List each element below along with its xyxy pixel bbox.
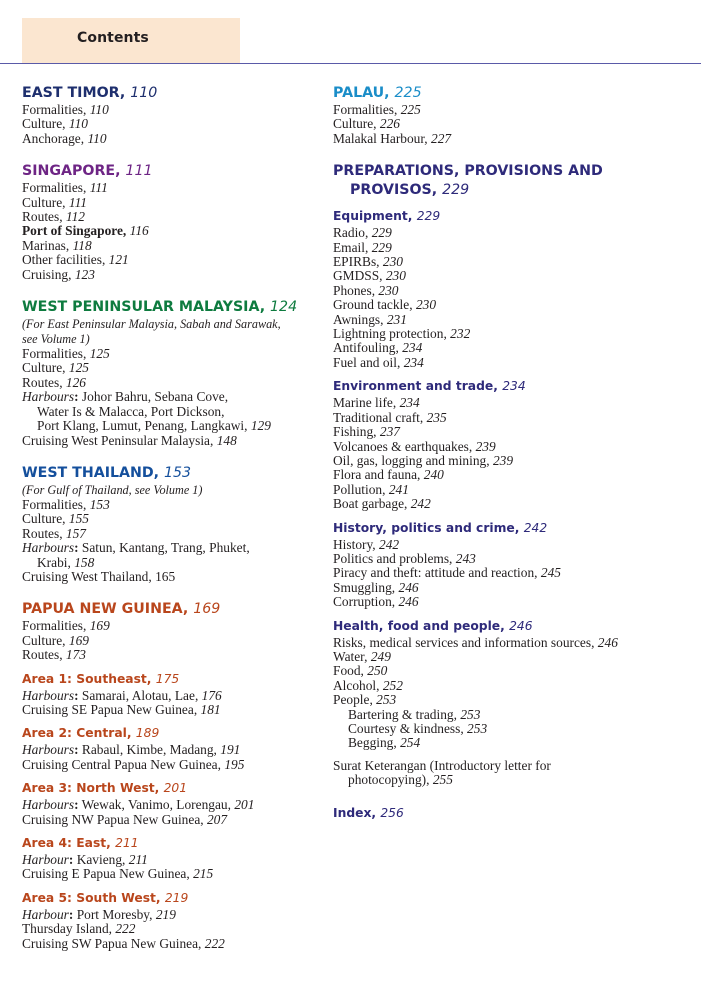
entry-page: 230 (385, 268, 406, 284)
toc-entry[interactable] (333, 255, 701, 269)
toc-entry[interactable] (333, 664, 701, 678)
section-west-malaysia (22, 298, 322, 448)
subsection-heading[interactable]: Equipment, 229 (333, 209, 441, 224)
entry-label: Ground tackle, (333, 297, 413, 313)
entry-page: 110 (87, 130, 107, 146)
entry-list (333, 226, 701, 370)
toc-entry[interactable] (333, 736, 701, 750)
toc-entry[interactable] (333, 356, 701, 370)
entry-page: 249 (370, 648, 391, 664)
entry-page: 241 (388, 481, 409, 497)
section-heading[interactable]: SINGAPORE, 111 (22, 163, 153, 180)
toc-entry[interactable] (333, 454, 701, 468)
entry-label: Smuggling, (333, 579, 396, 595)
toc-entry[interactable]: Cruising Central Papua New Guinea, 195 (22, 756, 245, 772)
entry-page: 239 (475, 438, 496, 454)
entry-page: 240 (423, 467, 444, 483)
entry-list (22, 498, 322, 541)
toc-entry[interactable] (333, 241, 701, 255)
entry-label: Traditional craft, (333, 409, 424, 425)
toc-entry[interactable] (22, 648, 322, 662)
toc-entry[interactable] (22, 103, 322, 117)
entry-label: Culture, (22, 511, 66, 527)
section-heading[interactable]: WEST PENINSULAR MALAYSIA, 124 (22, 299, 298, 316)
entry-page: 227 (431, 130, 452, 146)
toc-entry[interactable] (333, 313, 701, 327)
toc-entry[interactable] (333, 327, 701, 341)
section-preparations (333, 162, 701, 821)
entry-page: 243 (455, 550, 476, 566)
entry-page: 230 (382, 254, 403, 270)
section-palau (333, 84, 701, 146)
entry-page: 242 (410, 496, 431, 512)
area-list (22, 671, 322, 882)
entry-label: Culture, (333, 116, 377, 132)
index-heading[interactable]: Index, 256 (333, 805, 404, 820)
subsection-heading[interactable]: Area 2: Central, 189 (22, 726, 160, 741)
entry-label: Formalities, (22, 618, 87, 634)
toc-entry[interactable] (333, 581, 701, 595)
harbours-entry[interactable]: Harbours: Rabaul, Kimbe, Madang, 191 (22, 742, 241, 758)
toc-entry[interactable] (333, 298, 701, 312)
toc-entry[interactable] (333, 284, 701, 298)
toc-entry-cont[interactable]: photocopying), 255 (348, 772, 453, 788)
toc-entry[interactable] (333, 679, 701, 693)
entry-page: 229 (371, 225, 392, 241)
subsection-heading[interactable]: History, politics and crime, 242 (333, 520, 548, 535)
entry-page: 235 (426, 409, 447, 425)
toc-entry[interactable]: Other facilities, 121 (22, 252, 129, 268)
section-heading-cont[interactable]: PROVISOS, 229 (350, 182, 470, 199)
toc-entry[interactable] (333, 566, 701, 580)
entry-page: 230 (415, 297, 437, 313)
right-column (333, 84, 701, 838)
toc-entry[interactable] (333, 341, 701, 355)
entry-label: Formalities, (333, 102, 398, 117)
entry-label: Awnings, (333, 311, 384, 327)
entry-list-indented (333, 708, 701, 751)
entry-page: 234 (403, 354, 424, 370)
toc-entry[interactable]: Cruising SE Papua New Guinea, 181 (22, 701, 221, 717)
entry-label: Culture, (22, 632, 66, 648)
entry-page: 253 (460, 706, 481, 722)
entry-page: 169 (89, 618, 110, 634)
entry-label: Fuel and oil, (333, 354, 401, 370)
subsection-heading[interactable]: Area 5: South West, 219 (22, 890, 189, 905)
section-singapore (22, 162, 322, 282)
harbours-entry[interactable]: Harbours: Wewak, Vanimo, Lorengau, 201 (22, 797, 255, 813)
entry-label: Politics and problems, (333, 550, 453, 566)
toc-entry[interactable]: Marinas, 118 (22, 237, 92, 253)
entry-page: 239 (492, 452, 514, 468)
entry-label: History, (333, 536, 376, 552)
section-heading[interactable]: PALAU, 225 (333, 85, 422, 101)
entry-label: Email, (333, 239, 369, 255)
section-note: see Volume 1) (22, 332, 90, 347)
toc-entry[interactable]: Cruising West Thailand, 165 (22, 568, 176, 584)
toc-entry[interactable]: Cruising SW Papua New Guinea, 222 (22, 935, 225, 951)
entry-page: 246 (597, 634, 618, 650)
entry-list (333, 103, 701, 146)
toc-entry[interactable]: Formalities, 111 (22, 180, 108, 196)
entry-page: 225 (400, 102, 421, 117)
entry-page: 229 (371, 239, 392, 255)
toc-entry[interactable] (333, 132, 701, 146)
toc-entry[interactable]: Cruising, 123 (22, 266, 95, 282)
entry-page: 231 (386, 311, 407, 327)
toc-entry[interactable] (333, 103, 701, 117)
toc-entry[interactable] (333, 425, 701, 439)
toc-entry[interactable]: Cruising NW Papua New Guinea, 207 (22, 811, 228, 827)
subsection-heading[interactable]: Area 1: Southeast, 175 (22, 671, 180, 686)
entry-page: 245 (540, 565, 561, 581)
section-note: (For Gulf of Thailand, see Volume 1) (22, 482, 203, 497)
toc-entry[interactable] (333, 396, 701, 410)
harbours-entry[interactable]: Harbours: Satun, Kantang, Trang, Phuket, (22, 540, 250, 556)
entry-label: Antifouling, (333, 340, 399, 356)
entry-label: Routes, (22, 374, 63, 390)
section-heading[interactable]: PREPARATIONS, PROVISIONS AND (333, 163, 603, 180)
entry-label: Volcanoes & earthquakes, (333, 438, 473, 454)
entry-page: 155 (68, 511, 89, 527)
entry-page: 237 (379, 424, 400, 440)
entry-page: 250 (367, 663, 388, 679)
toc-entry[interactable] (22, 619, 322, 633)
toc-entry[interactable] (22, 376, 322, 390)
entry-list (22, 619, 322, 662)
entry-page: 126 (65, 374, 86, 390)
entry-label: GMDSS, (333, 268, 383, 284)
toc-entry[interactable] (22, 634, 322, 648)
entry-page: 234 (399, 395, 420, 411)
entry-label: Begging, (348, 735, 397, 751)
section-heading[interactable]: WEST THAILAND, 153 (22, 464, 192, 481)
entry-page: 234 (402, 340, 423, 356)
entry-label: Culture, (22, 360, 66, 376)
entry-label: Malakal Harbour, (333, 130, 428, 146)
entry-label: Routes, (22, 525, 63, 541)
toc-entry[interactable] (333, 650, 701, 664)
entry-label: Corruption, (333, 594, 396, 610)
entry-page: 254 (400, 735, 421, 751)
entry-label: Risks, medical services and information sources, (333, 634, 595, 650)
harbours-entry-cont[interactable]: Port Klang, Lumut, Penang, Langkawi, 129 (37, 418, 271, 434)
toc-entry[interactable] (22, 527, 322, 541)
entry-page: 125 (68, 360, 89, 376)
section-heading[interactable]: EAST TIMOR, 110 (22, 85, 158, 101)
toc-entry[interactable]: Cruising West Peninsular Malaysia, 148 (22, 432, 237, 448)
toc-entry[interactable] (22, 512, 322, 526)
subsection-heading[interactable]: Environment and trade, 234 (333, 379, 526, 394)
toc-entry[interactable] (333, 636, 701, 650)
entry-label: EPIRBs, (333, 254, 380, 270)
entry-label: Lightning protection, (333, 326, 447, 342)
subsection-heading[interactable]: Area 3: North West, 201 (22, 781, 188, 796)
entry-list (22, 103, 322, 146)
toc-entry[interactable] (333, 552, 701, 566)
toc-entry[interactable]: Cruising E Papua New Guinea, 215 (22, 866, 214, 882)
entry-label: Culture, (22, 116, 66, 132)
entry-page: 232 (450, 326, 471, 342)
entry-label: Alcohol, (333, 677, 380, 693)
section-heading[interactable]: PAPUA NEW GUINEA, 169 (22, 601, 221, 618)
entry-list (333, 538, 701, 610)
entry-label: Radio, (333, 225, 369, 241)
harbours-entry[interactable]: Harbour: Port Moresby, 219 (22, 906, 176, 922)
entry-page: 253 (376, 692, 397, 708)
entry-label: Marine life, (333, 395, 397, 411)
page-title: Contents (77, 30, 149, 46)
toc-entry[interactable]: Surat Keterangan (Introductory letter for (333, 757, 551, 773)
left-column (22, 84, 322, 967)
entry-label: Anchorage, (22, 130, 85, 146)
entry-label: Formalities, (22, 496, 87, 512)
toc-entry[interactable]: Thursday Island, 222 (22, 921, 136, 937)
toc-entry[interactable] (22, 498, 322, 512)
entry-label: Piracy and theft: attitude and reaction, (333, 565, 538, 581)
toc-entry[interactable] (333, 497, 701, 511)
entry-page: 246 (398, 579, 419, 595)
section-papua-new-guinea (22, 600, 322, 951)
toc-entry[interactable] (333, 468, 701, 482)
entry-label: Oil, gas, logging and mining, (333, 452, 490, 468)
entry-page: 226 (379, 116, 400, 132)
toc-entry[interactable] (333, 411, 701, 425)
entry-page: 253 (467, 721, 488, 736)
entry-label: Water, (333, 648, 368, 664)
entry-list (22, 347, 322, 390)
entry-label: Food, (333, 663, 364, 679)
toc-entry[interactable]: Culture, 111 (22, 194, 87, 210)
subsection-heading[interactable]: Area 4: East, 211 (22, 836, 139, 850)
entry-page: 173 (65, 647, 86, 663)
toc-entry[interactable] (333, 117, 701, 131)
entry-list (333, 396, 701, 511)
toc-entry[interactable] (333, 595, 701, 609)
entry-page: 230 (378, 282, 399, 298)
entry-page: 252 (382, 677, 403, 693)
toc-entry[interactable]: Routes, 112 (22, 209, 85, 225)
harbours-entry[interactable]: Harbour: Kavieng, 211 (22, 852, 148, 867)
entry-label: Courtesy & kindness, (348, 721, 464, 736)
toc-entry[interactable] (333, 440, 701, 454)
entry-label: Boat garbage, (333, 496, 408, 512)
entry-page: 153 (89, 496, 110, 512)
entry-page: 110 (68, 116, 88, 132)
toc-entry[interactable] (333, 693, 701, 707)
subsection-heading[interactable]: Health, food and people, 246 (333, 618, 533, 633)
harbours-entry[interactable]: Harbours: Samarai, Alotau, Lae, 176 (22, 687, 222, 703)
entry-page: 110 (89, 102, 109, 117)
header-rule (0, 63, 701, 64)
entry-label: Formalities, (22, 346, 87, 362)
toc-entry[interactable] (22, 347, 322, 361)
entry-label: Routes, (22, 647, 63, 663)
toc-entry[interactable] (333, 226, 701, 240)
toc-entry[interactable] (333, 722, 701, 736)
toc-entry[interactable]: Port of Singapore, 116 (22, 223, 149, 239)
toc-entry[interactable] (22, 361, 322, 375)
harbours-entry[interactable]: Harbours: Johor Bahru, Sebana Cove, (22, 389, 229, 405)
entry-list (333, 636, 701, 708)
toc-entry[interactable] (333, 538, 701, 552)
toc-entry[interactable] (333, 483, 701, 497)
entry-label: Pollution, (333, 481, 386, 497)
entry-page: 125 (89, 346, 110, 362)
harbours-entry-cont[interactable]: Krabi, 158 (37, 554, 95, 570)
entry-label: Flora and fauna, (333, 467, 421, 483)
entry-label: Bartering & trading, (348, 706, 457, 722)
entry-label: Phones, (333, 282, 376, 298)
entry-page: 242 (379, 536, 400, 552)
section-note: (For East Peninsular Malaysia, Sabah and Sarawak, (22, 317, 281, 332)
toc-entry[interactable] (22, 132, 322, 146)
toc-entry[interactable] (333, 708, 701, 722)
entry-page: 157 (65, 525, 86, 541)
entry-label: Formalities, (22, 102, 87, 117)
entry-page: 246 (398, 594, 419, 610)
section-east-timor (22, 84, 322, 146)
harbours-entry-cont: Water Is & Malacca, Port Dickson, (37, 403, 225, 419)
entry-label: Fishing, (333, 424, 377, 440)
entry-label: People, (333, 692, 373, 708)
toc-entry[interactable] (333, 269, 701, 283)
toc-entry[interactable] (22, 117, 322, 131)
entry-page: 169 (68, 632, 89, 648)
section-west-thailand (22, 464, 322, 584)
